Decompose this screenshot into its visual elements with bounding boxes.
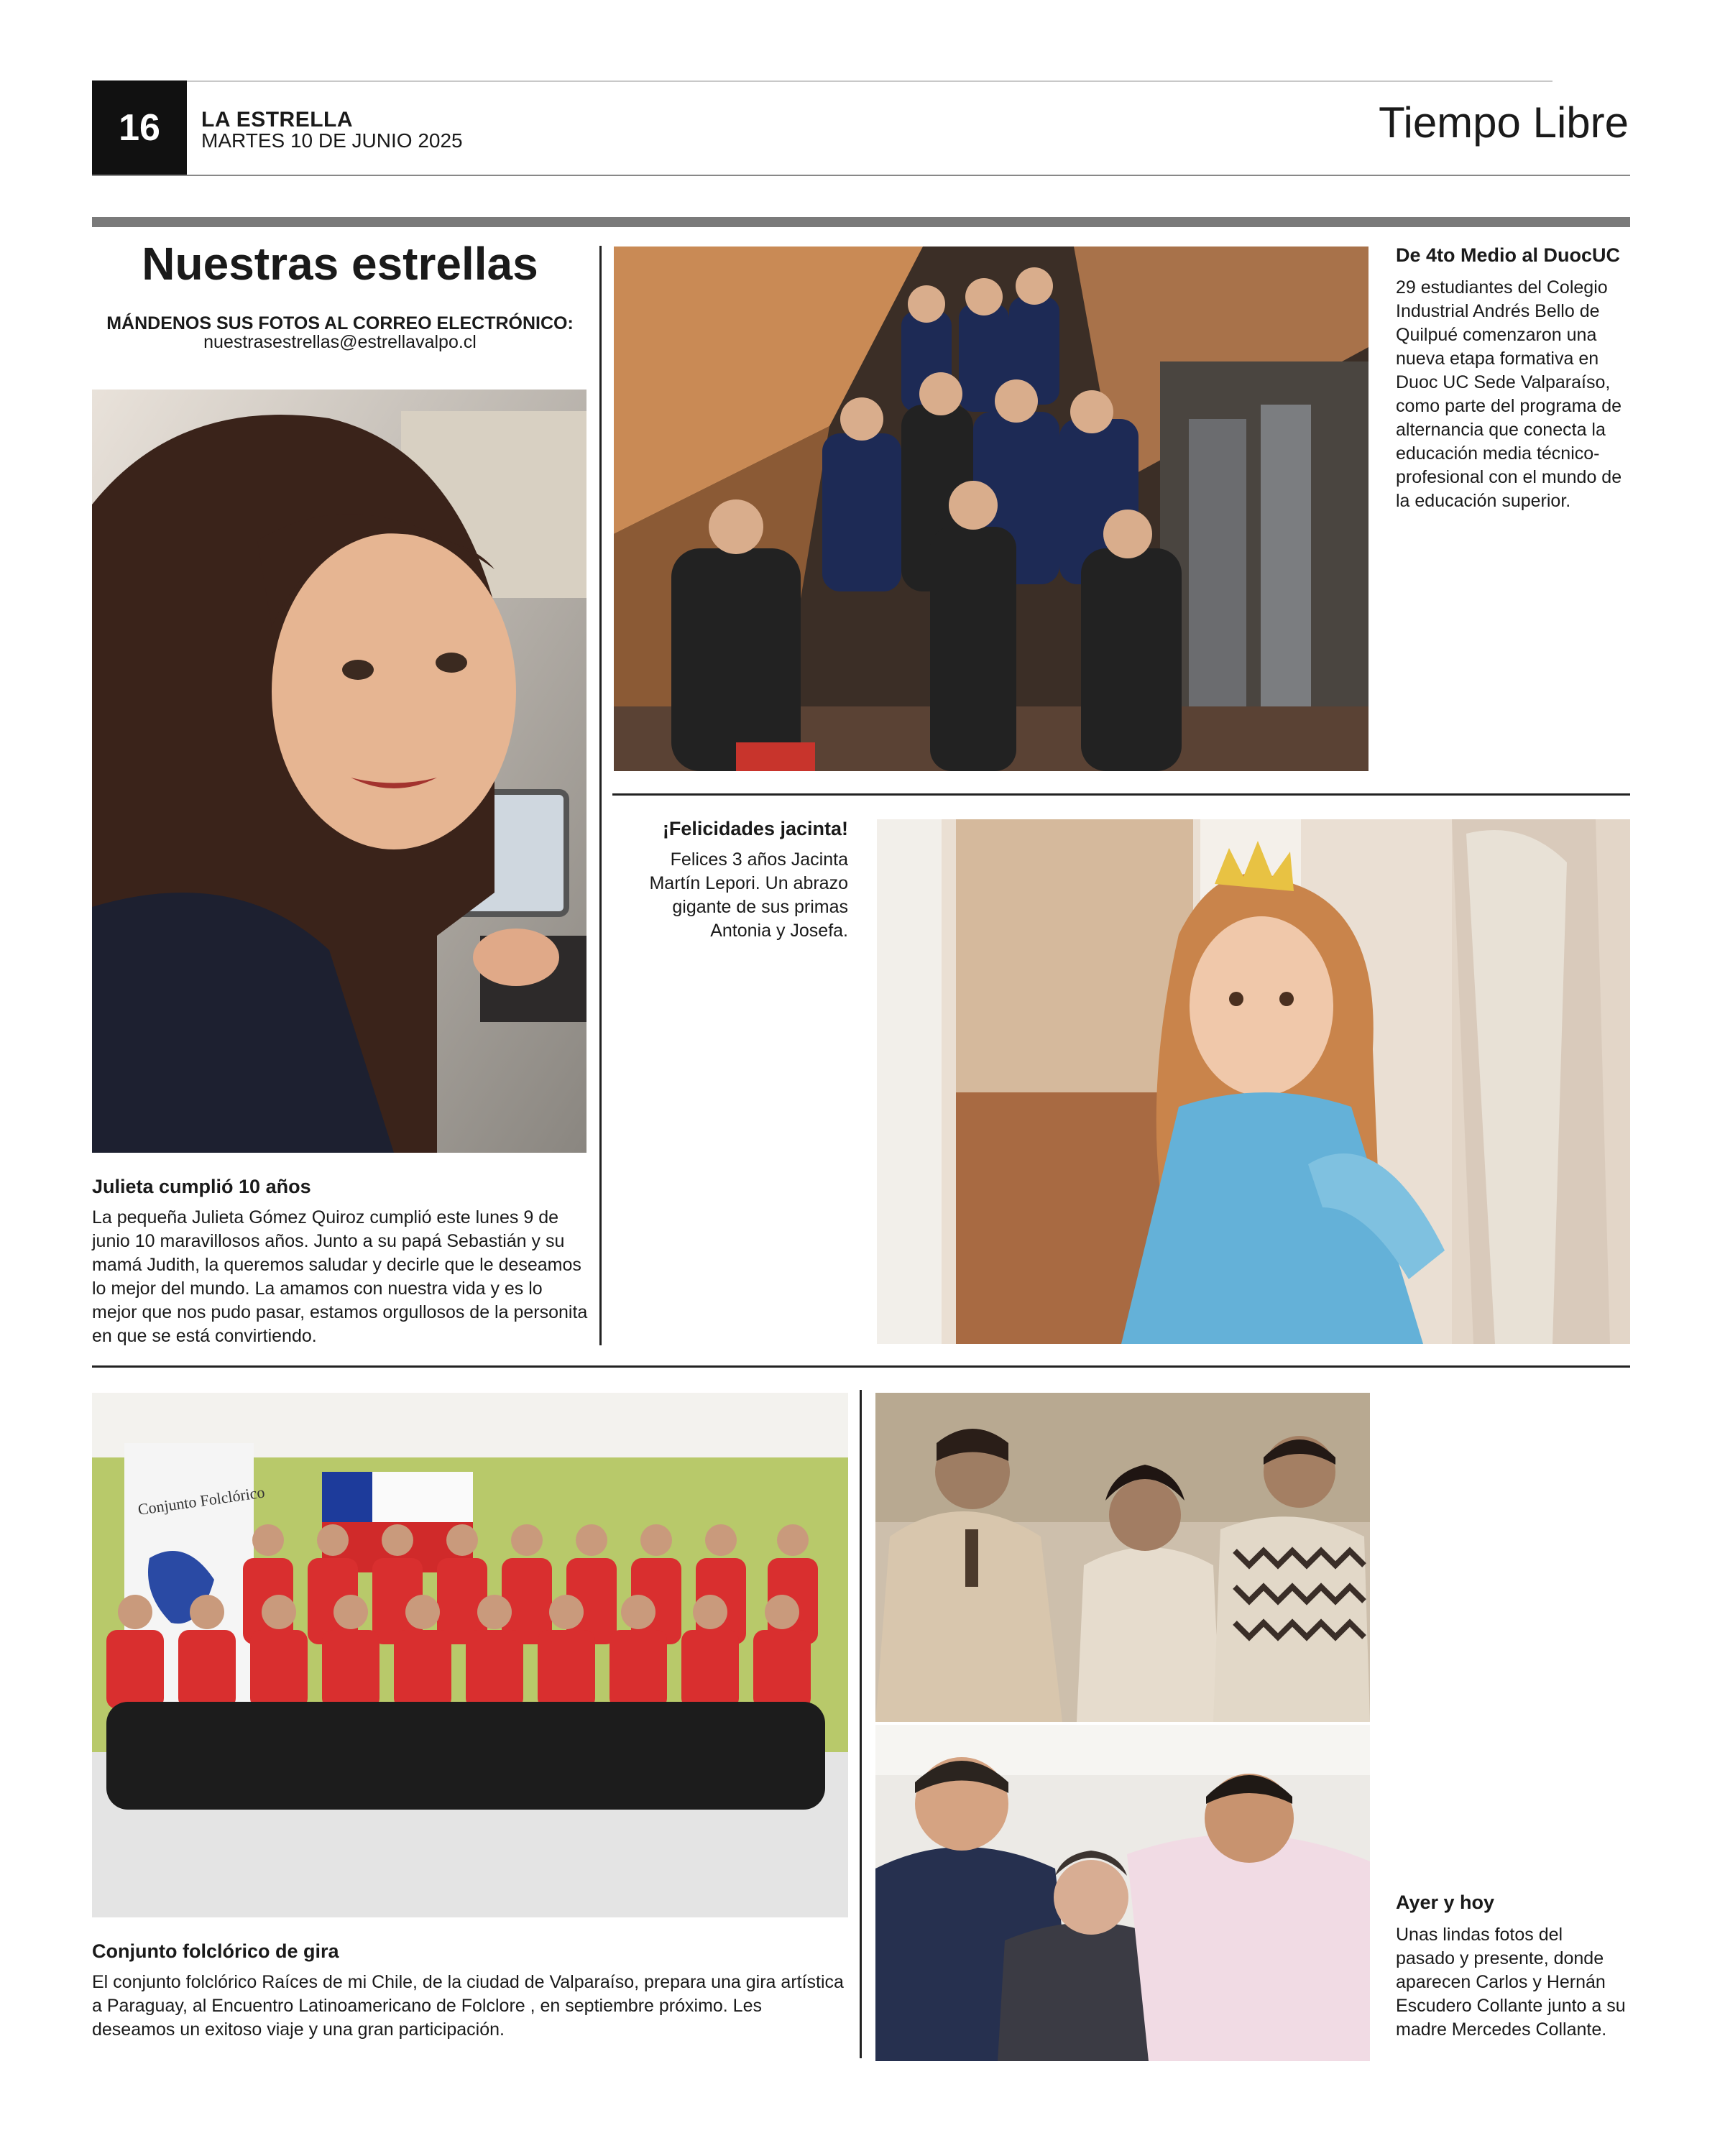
folclore-caption-title: Conjunto folclórico de gira: [92, 1940, 339, 1962]
header-top-rule: [92, 80, 1552, 82]
folclore-caption-body: El conjunto folclórico Raíces de mi Chile, de la ciudad de Valparaíso, prepara una gira artística a Paraguay, al Encuentro Latinoamericano de Folclore , en septiembre próximo. Les deseamos un exitoso viaje y una gran participación.: [92, 1972, 844, 2040]
ayer-hoy-caption-body: Unas lindas fotos del pasado y presente, donde aparecen Carlos y Hernán Escudero Collante junto a su madre Mercedes Collante.: [1396, 1925, 1626, 2040]
duoc-students-photo: [614, 247, 1368, 771]
header-bottom-rule: [92, 175, 1630, 176]
row-divider-middle: [612, 793, 1630, 796]
duoc-caption-title: De 4to Medio al DuocUC: [1396, 244, 1621, 266]
ayer-photo-vintage: [875, 1393, 1370, 1722]
folclore-banner-text: Conjunto Folclórico: [137, 1483, 266, 1519]
column-divider-bottom: [860, 1390, 862, 2058]
send-photos-label: MÁNDENOS SUS FOTOS AL CORREO ELECTRÓNICO:: [106, 313, 574, 333]
section-title: Tiempo Libre: [1379, 98, 1629, 147]
row-divider-bottom: [92, 1365, 1630, 1368]
julieta-caption-body: La pequeña Julieta Gómez Quiroz cumplió este lunes 9 de junio 10 maravillosos años. Junto a su papá Sebastián y su mamá Judith, la queremos saludar y decirle que le deseamos lo mejor del mundo. La amamos con nuestra vida y es lo mejor que nos pudo pasar, estamos orgullosos de la personita en que se está convirtiendo.: [92, 1207, 588, 1346]
duoc-caption-body: 29 estudiantes del Colegio Industrial Andrés Bello de Quilpué comenzaron una nueva etapa formativa en Duoc UC Sede Valparaíso, como parte del programa de alternancia que conecta la educación media técnico-profesional con el mundo de la educación superior.: [1396, 277, 1622, 511]
section-bar: [92, 217, 1630, 227]
julieta-photo: [92, 390, 586, 1153]
issue-date: MARTES 10 DE JUNIO 2025: [201, 129, 463, 152]
column-divider-left: [599, 246, 602, 1345]
page-number: 16: [92, 80, 187, 175]
hoy-photo-present: [875, 1725, 1370, 2061]
section-masthead-title: Nuestras estrellas: [142, 238, 538, 290]
ayer-hoy-caption-title: Ayer y hoy: [1396, 1892, 1495, 1913]
newspaper-name: LA ESTRELLA: [201, 108, 354, 132]
jacinta-caption-title: ¡Felicidades jacinta!: [662, 818, 848, 839]
folclore-group-photo: [92, 1393, 848, 1917]
send-photos-email[interactable]: nuestrasestrellas@estrellavalpo.cl: [203, 332, 477, 352]
jacinta-photo: [877, 819, 1630, 1344]
julieta-caption-title: Julieta cumplió 10 años: [92, 1176, 311, 1197]
jacinta-caption-body: Felices 3 años Jacinta Martín Lepori. Un abrazo gigante de sus primas Antonia y Josefa.: [649, 849, 848, 941]
